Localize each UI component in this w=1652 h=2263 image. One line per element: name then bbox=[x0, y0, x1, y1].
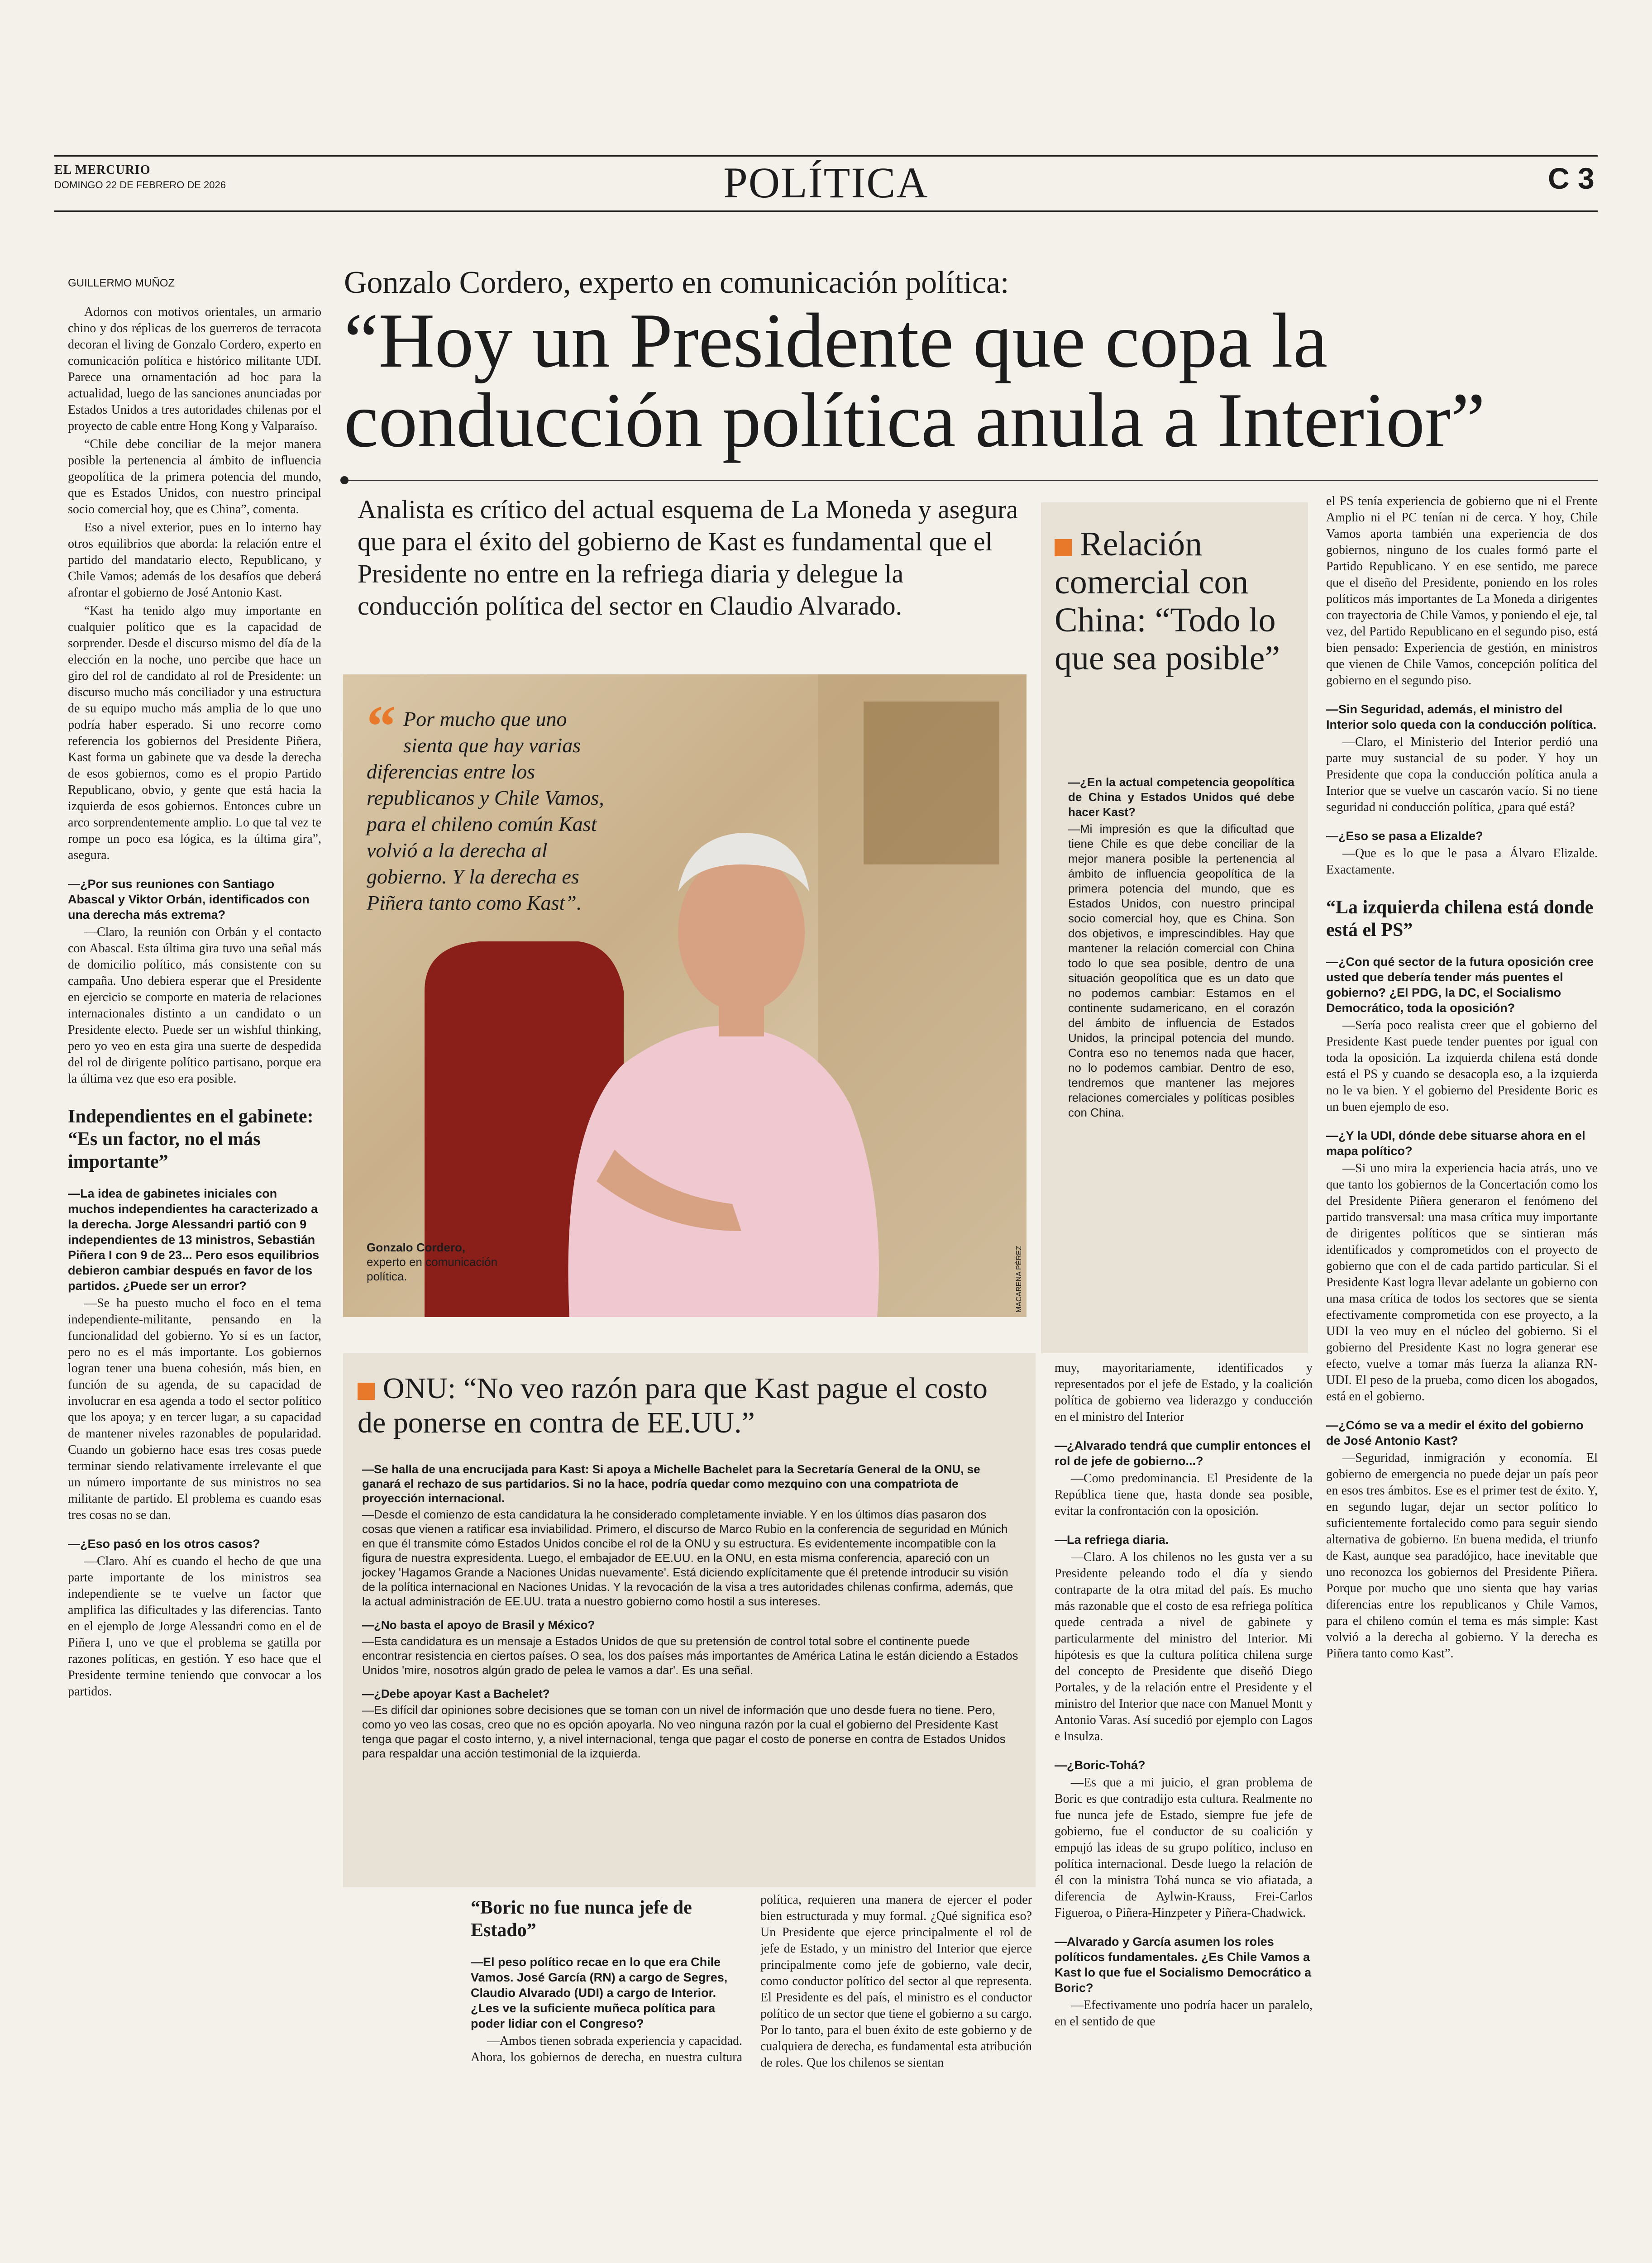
interview-answer: —Mi impresión es que la dificultad que tiene Chile es que debe conciliar de la mejor manera posible la pertenencia al ámbito de influencia geopolítica de la primera potencia del mundo, que es Estados Unidos, con nuestro principal socio comercial hoy, que es China. Son dos objetivos, e imprescindibles. Hay que mantener la relación comercial con China todo lo que sea posible, dentro de una situación geopolítica que es un dato que no podemos cambiar: Estamos en el continente sudamericano, en el corazón del ámbito de influencia de Estados Unidos, la principal potencia del mundo. Contra eso no tenemos nada que hacer, no lo podemos cambiar. Dentro de eso, tendremos que mantener las mejores relaciones comerciales y políticas posibles con China. bbox=[1068, 822, 1294, 1119]
interview-question: —Se halla de una encrucijada para Kast: Si apoya a Michelle Bachelet para la Secretaría General de la ONU, se ganará el rechazo de sus partidarios. Si no la hace, podría quedar como mezquino con una compatriota de proyección internacional. bbox=[362, 1462, 980, 1505]
header-date: DOMINGO 22 DE FEBRERO DE 2026 bbox=[54, 179, 226, 191]
onu-sidebar-title: ONU: “No veo razón para que Kast pague el costo de ponerse en contra de EE.UU.” bbox=[358, 1372, 988, 1439]
interview-answer: —Seguridad, inmigración y economía. El gobierno de emergencia no puede dejar un país peor en esos tres ámbitos. Ese es el primer test de éxito. Y, en segundo lugar, dejar un sector político lo suficientemente fortalecido como para seguir siendo alternativa de gobierno. En buena medida, el triunfo de Kast, aunque sea paradójico, hace inevitable que uno reconozca los gobiernos del Presidente Piñera. Porque por mucho que uno sienta que hay varias diferencias entre los republicanos y Chile Vamos, para el chileno común el tema es más simple: Kast volvió a la derecha al gobierno. Y la derecha es Piñera tanto como Kast”. bbox=[1326, 1451, 1598, 1661]
interview-question: —¿Boric-Tohá? bbox=[1055, 1758, 1146, 1772]
paragraph: Eso a nivel exterior, pues en lo interno hay otros equilibrios que aborda: la relación entre el partido del mandatario electo, Republicano, y Chile Vamos; además de los desafíos que deberá afrontar el gobierno de José Antonio Kast. bbox=[68, 520, 321, 600]
interview-answer: —Esta candidatura es un mensaje a Estados Unidos de que su pretensión de control total sobre el continente puede encontrar resistencia en ciertos países. O sea, los dos países más importantes de América Latina le están diciendo a Estados Unidos 'mire, nosotros algún grado de pelea le vamos a dar'. Es una señal. bbox=[362, 1634, 1018, 1677]
interview-answer: —Efectivamente uno podría hacer un paralelo, en el sentido de que bbox=[1055, 1998, 1313, 2029]
section-title: POLÍTICA bbox=[723, 158, 929, 207]
interview-question: —¿Con qué sector de la futura oposición cree usted que debería tender más puentes el gobierno? ¿El PDG, la DC, el Socialismo Democrático, toda la oposición? bbox=[1326, 955, 1594, 1015]
interview-question: —¿Eso pasó en los otros casos? bbox=[68, 1537, 260, 1551]
photo-credit: MACARENA PÉREZ bbox=[1015, 1246, 1023, 1313]
subheading: Independientes en el gabinete: “Es un factor, no el más importante” bbox=[68, 1106, 314, 1172]
header-rule-top bbox=[54, 155, 1598, 157]
article-author: GUILLERMO MUÑOZ bbox=[68, 277, 175, 289]
onu-sidebar-text bbox=[362, 1453, 1018, 1762]
interview-answer: —Claro, la reunión con Orbán y el contacto con Abascal. Esta última gira tuvo una señal más de domicilio político, más consistente con su campaña. Uno debiera esperar que el Presidente en ejercicio se comporte en materia de relaciones internacionales distinto a un candidato o un Presidente electo. Puede ser un wishful thinking, pero yo veo en esta gira una suerte de despedida del rol de dirigente político partisano, porque era la última vez que eso era posible. bbox=[68, 925, 321, 1086]
subheading: “La izquierda chilena está donde está el PS” bbox=[1326, 897, 1594, 941]
interview-question: —¿Debe apoyar Kast a Bachelet? bbox=[362, 1687, 550, 1700]
paragraph: Adornos con motivos orientales, un armario chino y dos réplicas de los guerreros de terracota decoran el living de Gonzalo Cordero, experto en comunicación política e histórico militante UDI. Parece una ornamentación ad hoc para la actualidad, luego de las sanciones anunciadas por Estados Unidos a tres autoridades chilenas por el proyecto de cable entre Hong Kong y Valparaíso. bbox=[68, 305, 321, 433]
interview-answer: —Desde el comienzo de esta candidatura la he considerado completamente inviable. Y en los últimos días pasaron dos cosas que vienen a ratificar esa inviabilidad. Primero, el discurso de Marco Rubio en la conferencia de seguridad en Múnich en que él transmite cómo Estados Unidos concibe el rol de la ONU y su estructura. Es evidentemente incompatible con la figura de nuestra expresidenta. Luego, el embajador de EE.UU. en la ONU, en esta misma conferencia, apareció con un jockey 'Hagamos Grande a Naciones Unidas nuevamente'. Está diciendo explícitamente que él pretende introducir su visión de la política internacional en Naciones Unidas. Y la revocación de la visa a tres autoridades chilenas confirma, además, que la actual administración de EE.UU. trata a nuestro gobierno como hostil a sus intereses. bbox=[362, 1508, 1013, 1608]
header-rule-bottom bbox=[54, 210, 1598, 212]
interview-question: —¿Eso se pasa a Elizalde? bbox=[1326, 829, 1483, 843]
interview-answer: —Es que a mi juicio, el gran problema de Boric es que contradijo esta cultura. Realmente no fue nunca jefe de Estado, siempre fue jefe de gobierno, fue el conductor de su coalición y empujó las ideas de su grupo político, incluso en política internacional. Desde luego la relación de él con la ministra Tohá nunca se vio afiatada, a diferencia de Aylwin-Krauss, Frei-Carlos Figueroa, o Piñera-Hinzpeter y Piñera-Chadwick. bbox=[1055, 1776, 1313, 1920]
interview-question: —La refriega diaria. bbox=[1055, 1533, 1169, 1547]
interview-answer: —Se ha puesto mucho el foco en el tema independiente-militante, pensando en la funcionalidad del gobierno. Yo sí es un factor, pero no es el más importante. Los gobiernos logran tener una buena cohesión, más bien, en función de su agenda, de su capacidad de involucrar en esa agenda a todo el sector político que los apoya; y en tercer lugar, a su capacidad de mantener niveles razonables de popularidad. Cuando un gobierno hace esas tres cosas puede terminar siendo relativamente irrelevante el que un número importante de sus ministros no sea militante de partido. El problema es cuando esas tres cosas no se dan. bbox=[68, 1296, 321, 1522]
photo-quote: “ Por mucho que uno sienta que hay varias diferencias entre los republicanos y Chile Vamos, para el chileno común Kast volvió a la derecha al gobierno. Y la derecha es Piñera tanto como Kast”. bbox=[367, 694, 604, 914]
paragraph: el PS tenía experiencia de gobierno que ni el Frente Amplio ni el PC tenían ni de cerca. Y hoy, Chile Vamos aporta también una experiencia de dos gobiernos, ninguno de los cuales formó parte el Partido Republicano. Y en ese sentido, me parece que el diseño del Presidente, poniendo en los roles políticos más importantes de La Moneda a dirigentes con trayectoria de Chile Vamos, y poniendo el eje, tal vez, del Partido Republicano en el segundo piso, está bien pensado: Experiencia de gestión, en ministros que vienen de Chile Vamos, concepción política del gobierno en el segundo piso. bbox=[1326, 494, 1598, 687]
china-sidebar-title: Relación comercial con China: “Todo lo que sea posible” bbox=[1055, 525, 1280, 677]
paragraph: “Chile debe conciliar de la mejor manera posible la pertenencia al ámbito de influencia geopolítica de la primera potencia del mundo, que es Estados Unidos, con nuestro principal socio comercial hoy, que es China”, comenta. bbox=[68, 437, 321, 516]
page-number: C 3 bbox=[1548, 162, 1595, 195]
interview-answer: —Si uno mira la experiencia hacia atrás, uno ve que tanto los gobiernos de la Concertación como los del Presidente Piñera generaron el fenómeno del partido transversal: una masa crítica muy importante de dirigentes políticos que se sintieran más identificados y comprometidos con el proyecto de gobierno que con el de cada partido particular. Si el Presidente Kast logra llevar adelante un gobierno con una masa crítica de todos los sectores que se sienta efectivamente comprometida con ese proyecto, a la UDI la veo muy en el núcleo del gobierno. Si el gobierno del Presidente Kast no logra generar ese efecto, vuelve a tomar más fuerza la alianza RN-UDI. El peso de la prueba, como dicen los abogados, está en el gobierno. bbox=[1326, 1161, 1598, 1404]
article-column-1 bbox=[68, 304, 321, 2038]
interview-question: —El peso político recae en lo que era Chile Vamos. José García (RN) a cargo de Segres, Claudio Alvarado (UDI) a cargo de Interior. ¿Les ve la suficiente muñeca política para poder lidiar con el Congreso? bbox=[471, 1955, 728, 2030]
boric-section bbox=[471, 1892, 1032, 2263]
interview-answer: —Sería poco realista creer que el gobierno del Presidente Kast puede tender puentes por igual con toda la oposición. La izquierda chilena está donde está el PS y cuando se desacopla eso, a la izquierda no le va bien. Y el gobierno del Presidente Boric es un buen ejemplo de eso. bbox=[1326, 1018, 1598, 1114]
article-lede: Analista es crítico del actual esquema de La Moneda y asegura que para el éxito del gobierno de Kast es fundamental que el Presidente no entre en la refriega diaria y delegue la conducción política del sector en Claudio Alvarado. bbox=[358, 495, 1018, 621]
interview-answer: —Es difícil dar opiniones sobre decisiones que se toman con un nivel de información que uno desde fuera no tiene. Pero, como yo veo las cosas, creo que no es opción apoyarla. No veo ninguna razón por la cual el gobierno del Presidente Kast tenga que pagar el costo interno, y, a nivel internacional, tenga que pagar el costo de ponerse en contra de Estados Unidos para respaldar una acción testimonial de la izquierda. bbox=[362, 1703, 1006, 1760]
masthead: EL MERCURIO bbox=[54, 163, 151, 177]
interview-question: —¿No basta el apoyo de Brasil y México? bbox=[362, 1618, 595, 1632]
orange-square-icon bbox=[358, 1383, 375, 1400]
interview-answer: —Ambos tienen sobrada experiencia y capacidad. Ahora, los gobiernos de derecha, en nuestra cultura política, requieren una manera de ejercer el poder bien estructurada y muy formal. ¿Qué significa eso? Un Presidente que ejerce principalmente el rol de jefe de Estado, y un ministro del Interior que ejerce principalmente como jefe de gobierno, vale decir, como conductor político del sector al que representa. El Presidente es del país, el ministro es el conductor político de un sector que tiene el gobierno a su cargo. Por lo tanto, para el buen éxito de este gobierno y de cualquiera de derecha, es fundamental esta atribución de roles. Que los chilenos se sientan bbox=[471, 1893, 1032, 2070]
interview-answer: —Claro, el Ministerio del Interior perdió una parte muy sustancial de su poder. Y hoy un Presidente que copa la conducción política anula a Interior que se vuelve un cascarón vacío. Si no tiene seguridad ni conducción política, ¿para qué está? bbox=[1326, 735, 1598, 814]
article-kicker: Gonzalo Cordero, experto en comunicación política: bbox=[344, 265, 1009, 300]
interview-answer: —Como predominancia. El Presidente de la República tiene que, hasta donde sea posible, evitar la confrontación con la oposición. bbox=[1055, 1471, 1313, 1518]
quote-mark-icon: “ bbox=[367, 694, 396, 759]
paragraph: “Kast ha tenido algo muy importante en cualquier político que es la capacidad de sorprender. Desde el discurso mismo del día de la elección en la noche, uno percibe que hace un giro del rol de candidato al rol de Presidente: un discurso mucho más conciliador y una estructura de su equipo mucho más amplia de lo que uno podría haber esperado. Si uno recorre como referencia los gobiernos del Presidente Piñera, Kast forma un gabinete que va desde la derecha de esos gobiernos, como es el propio Partido Republicano, obvio, y gente que está hacia la izquierda de esos gobiernos. Entonces cubre un arco sorprendentemente amplio. Lo que tal vez te rompe un poco esa lógica, es la última gira”, asegura. bbox=[68, 604, 321, 862]
article-headline: “Hoy un Presidente que copa la conducción política anula a Interior” bbox=[344, 298, 1485, 463]
interview-question: —¿Por sus reuniones con Santiago Abascal y Viktor Orbán, identificados con una derecha más extrema? bbox=[68, 877, 310, 921]
interview-answer: —Claro. Ahí es cuando el hecho de que una parte importante de los ministros sea independiente se te vuelve un factor que amplifica las dificultades y las diferencias. Tanto en el ejemplo de Jorge Alessandri como en el de Piñera I, uno ve que el problema se gatilla por razones políticas, en gestión. Y eso hace que el Presidente termine teniendo que convocar a los partidos. bbox=[68, 1554, 321, 1699]
article-column-5 bbox=[1326, 493, 1598, 1664]
interview-question: —Sin Seguridad, además, el ministro del Interior solo queda con la conducción política. bbox=[1326, 702, 1597, 731]
interview-question: —¿Cómo se va a medir el éxito del gobierno de José Antonio Kast? bbox=[1326, 1418, 1584, 1447]
interview-answer: —Que es lo que le pasa a Álvaro Elizalde. Exactamente. bbox=[1326, 846, 1598, 877]
paragraph: muy, mayoritariamente, identificados y representados por el jefe de Estado, y la coalición política de gobierno vea liderazgo y conducción en el ministro del Interior bbox=[1055, 1361, 1313, 1424]
interview-answer: —Claro. A los chilenos no les gusta ver a su Presidente peleando todo el día y siendo contraparte de la otra mitad del país. Es mucho más razonable que el costo de esa refriega política quede centrada a nivel de gabinete y particularmente del ministro del Interior. Mi hipótesis es que la cultura política chilena surge del concepto de Presidente que diseñó Diego Portales, y de la relación entre el Presidente y el ministro del Interior que nace con Manuel Montt y Antonio Varas. Así sucedió por ejemplo con Lagos e Insulza. bbox=[1055, 1550, 1313, 1743]
headline-rule bbox=[344, 480, 1598, 481]
orange-square-icon bbox=[1055, 539, 1072, 556]
interview-question: —¿Alvarado tendrá que cumplir entonces el rol de jefe de gobierno...? bbox=[1055, 1439, 1311, 1468]
interview-question: —¿En la actual competencia geopolítica de China y Estados Unidos qué debe hacer Kast? bbox=[1068, 775, 1294, 819]
interview-question: —¿Y la UDI, dónde debe situarse ahora en el mapa político? bbox=[1326, 1129, 1585, 1158]
article-column-4 bbox=[1055, 1360, 1313, 2032]
interview-question: —Alvarado y García asumen los roles políticos fundamentales. ¿Es Chile Vamos a Kast lo que fue el Socialismo Democrático a Boric? bbox=[1055, 1935, 1312, 1995]
china-sidebar-text bbox=[1068, 765, 1294, 1122]
subheading: “Boric no fue nunca jefe de Estado” bbox=[471, 1897, 692, 1941]
interview-question: —La idea de gabinetes iniciales con muchos independientes ha caracterizado a la derecha. Jorge Alessandri partió con 9 independientes de 13 ministros, Sebastián Piñera I con 9 de 23... Pero esos equilibrios debieron cambiar después en favor de los partidos. ¿Puede ser un error? bbox=[68, 1187, 320, 1293]
photo-caption: Gonzalo Cordero, experto en comunicación política. bbox=[367, 1241, 498, 1283]
bullet-dot bbox=[340, 476, 349, 484]
